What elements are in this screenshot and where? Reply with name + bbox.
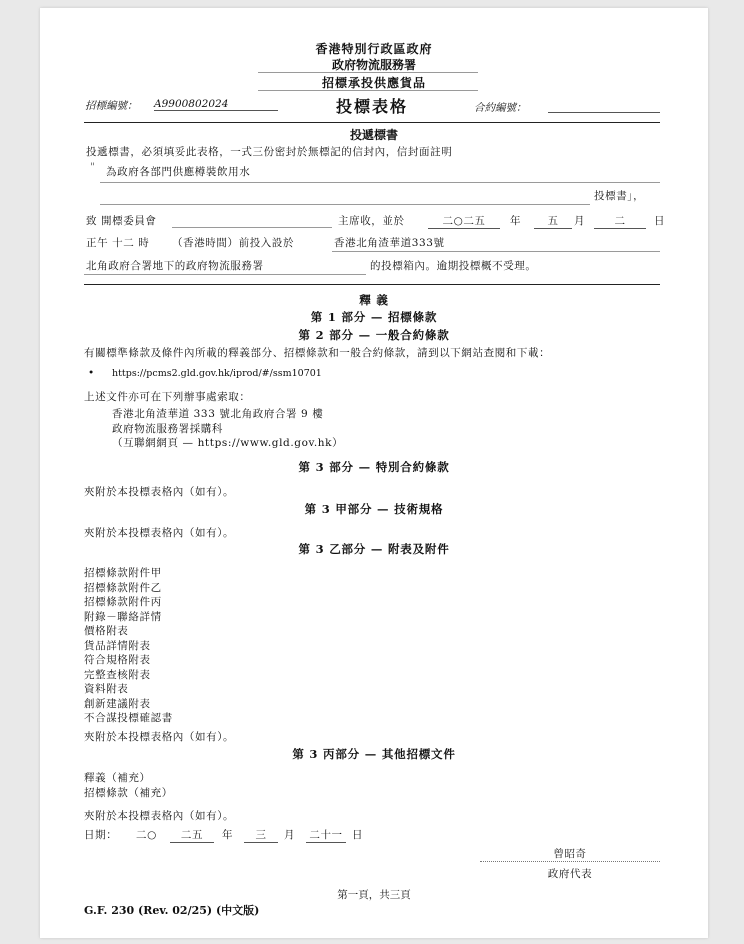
list-item: 完整查核附表 <box>84 668 151 681</box>
subject-text: 為政府各部門供應樽裝飲用水 <box>106 166 251 178</box>
contract-label: 合約編號： <box>474 102 527 114</box>
closing-day: 二 <box>594 213 646 229</box>
signatory-name: 曾昭奇 <box>553 848 587 860</box>
part2-heading: 第 2 部分 — 一般合約條款 <box>298 328 450 342</box>
date-label: 日期： <box>84 829 118 841</box>
list-item: 貨品詳情附表 <box>84 639 151 652</box>
address-line-1: 香港北角渣華道333號 <box>334 237 445 249</box>
tender-doc-text: 投標書」， <box>594 190 645 202</box>
signatory-title: 政府代表 <box>547 868 593 880</box>
tender-ref-value: A9900802024 <box>154 98 278 111</box>
part3-heading: 第 3 部分 — 特別合約條款 <box>298 460 450 474</box>
office-intro: 上述文件亦可在下列辦事處索取： <box>84 391 251 403</box>
closing-month: 五 <box>534 213 572 229</box>
part3a-note: 夾附於本投標表格內（如有）。 <box>84 527 235 539</box>
to-committee: 致 開標委員會 <box>86 215 157 227</box>
other-docs-list <box>84 771 173 800</box>
form-title: 投標表格 <box>336 97 409 116</box>
list-item: 創新建議附表 <box>84 697 151 710</box>
part3-note: 夾附於本投標表格內（如有）。 <box>84 486 235 498</box>
part3c-note: 夾附於本投標表格內（如有）。 <box>84 810 235 822</box>
download-link[interactable]: https://pcms2.gld.gov.hk/iprod/#/ssm10701 <box>112 368 322 379</box>
list-item: 釋義（補充） <box>84 772 151 784</box>
part3c-heading: 第 3 丙部分 — 其他招標文件 <box>292 747 456 761</box>
gov-title: 香港特別行政區政府 <box>315 42 433 56</box>
list-item: 招標條款附件乙 <box>84 581 162 594</box>
form-page <box>40 8 708 938</box>
date-year-unit: 年 <box>222 829 234 841</box>
day-unit: 日 <box>654 215 666 227</box>
form-number: G.F. 230 (Rev. 02/25) (中文版) <box>84 904 260 917</box>
dept-title: 政府物流服務署 <box>331 58 416 72</box>
submission-instruction: 投遞標書，必須填妥此表格，一式三份密封於無標記的信封內，信封面註明 <box>86 146 453 158</box>
time-prefix: 正午 十二 時 <box>86 237 150 249</box>
definitions-heading: 釋 義 <box>359 293 389 307</box>
closing-year: 二○二五 <box>428 213 500 229</box>
part3b-note: 夾附於本投標表格內（如有）。 <box>84 731 235 743</box>
chair-receive: 主席收，並於 <box>338 215 405 227</box>
year-unit: 年 <box>510 215 522 227</box>
contract-value[interactable] <box>548 100 660 113</box>
month-unit: 月 <box>574 215 586 227</box>
annex-list <box>84 566 173 726</box>
timezone-text: （香港時間）前投入設於 <box>172 237 295 249</box>
list-item: 不合謀投標確認書 <box>84 712 173 724</box>
tender-ref-label: 招標編號： <box>85 100 138 112</box>
date-month: 三 <box>244 827 278 843</box>
date-day: 二十一 <box>306 827 346 843</box>
date-day-unit: 日 <box>352 829 364 841</box>
page-number: 第一頁，共三頁 <box>337 889 411 901</box>
part3b-heading: 第 3 乙部分 — 附表及附件 <box>298 542 450 556</box>
date-prefix: 二○ <box>136 829 157 841</box>
purpose-title: 招標承投供應貨品 <box>321 76 426 90</box>
bullet: • <box>88 367 95 379</box>
definitions-para: 有關標準條款及條件內所載的釋義部分、招標條款和一般合約條款，請到以下網站查閱和下載： <box>84 347 551 359</box>
list-item: 招標條款附件甲 <box>84 567 162 579</box>
submission-heading: 投遞標書 <box>349 128 398 142</box>
list-item: 資料附表 <box>84 683 129 695</box>
date-year: 二五 <box>170 827 214 843</box>
list-item: 附錄－聯絡詳情 <box>84 610 162 623</box>
part1-heading: 第 1 部分 — 招標條款 <box>310 310 438 324</box>
quote-mark: " <box>90 161 96 173</box>
box-text: 的投標箱內。逾期投標概不受理。 <box>370 260 537 272</box>
list-item: 招標條款（補充） <box>84 786 173 799</box>
part3a-heading: 第 3 甲部分 — 技術規格 <box>304 502 444 516</box>
address-line-2: 北角政府合署地下的政府物流服務署 <box>86 260 264 272</box>
list-item: 符合規格附表 <box>84 654 151 666</box>
list-item: 招標條款附件丙 <box>84 596 162 608</box>
date-month-unit: 月 <box>284 829 296 841</box>
list-item: 價格附表 <box>84 625 129 637</box>
office-address: 香港北角渣華道 333 號北角政府合署 9 樓 政府物流服務署採購科 （互聯網網頁 — https://www.gld.gov.hk） <box>112 408 344 449</box>
